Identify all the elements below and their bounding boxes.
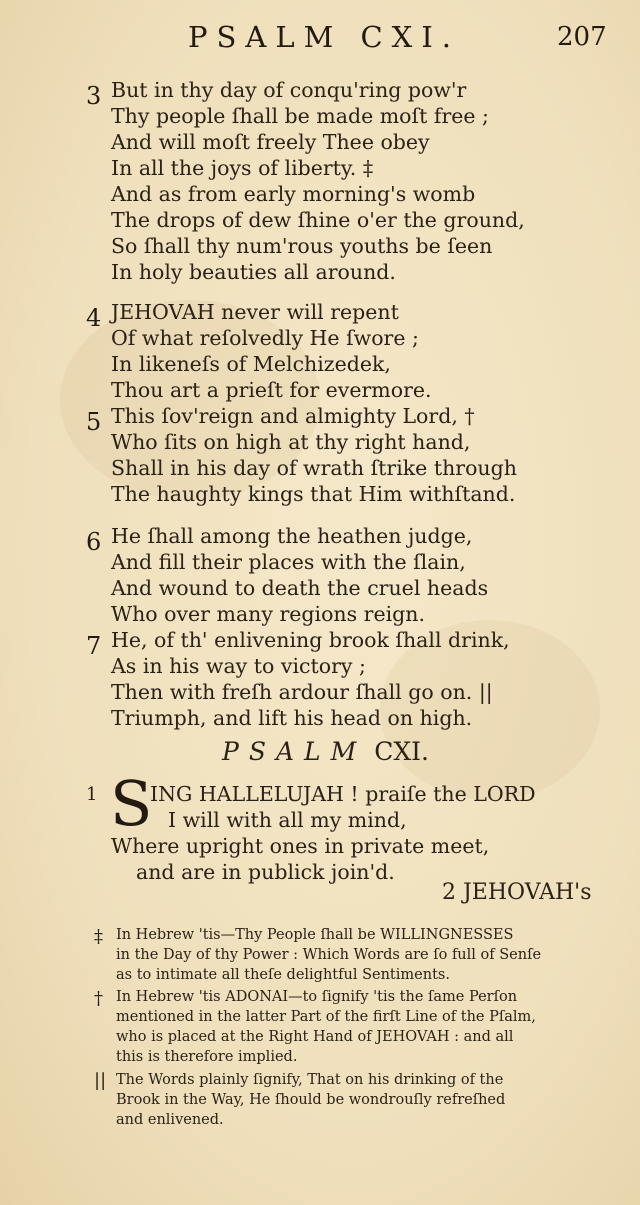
- verse-line: Shall in his day of wrath ſtrike through: [111, 456, 517, 480]
- verse-line: In all the joys of liberty. ‡: [111, 156, 374, 180]
- verse-line: Triumph, and lift his head on high.: [111, 706, 473, 730]
- verse-line: Thou art a prieſt for evermore.: [111, 378, 432, 402]
- verse-line: And will moſt freely Thee obey: [111, 130, 430, 154]
- verse-line: and are in publick join'd.: [136, 860, 395, 884]
- footnote-line: In Hebrew 'tis ADONAI—to ſignify 'tis the ſame Perſon: [116, 989, 518, 1005]
- verse-line: But in thy day of conqu'ring pow'r: [111, 78, 467, 102]
- footnote-mark: ||: [94, 1070, 107, 1091]
- footnote-line: in the Day of thy Power : Which Words are ſo full of Senſe: [116, 947, 542, 963]
- verse-line: Who ſits on high at thy right hand,: [111, 430, 471, 454]
- footnote-line: and enlivened.: [116, 1112, 224, 1128]
- stanza-number: 7: [86, 632, 102, 660]
- footnote-line: Brook in the Way, He ſhould be wondrouſly refreſhed: [116, 1092, 506, 1108]
- psalm-verse-number: 1: [86, 784, 98, 805]
- verse-line: Where upright ones in private meet,: [111, 834, 490, 858]
- psalm-heading-word: PSALM: [222, 737, 367, 766]
- running-head: [0, 18, 640, 58]
- stanza-number: 4: [86, 304, 102, 332]
- verse-line: In likeneſs of Melchizedek,: [111, 352, 391, 376]
- verse-line: I will with all my mind,: [168, 808, 407, 832]
- verse-line: Who over many regions reign.: [111, 602, 425, 626]
- stanza-number: 3: [86, 82, 102, 110]
- psalm-heading-numeral: CXI.: [374, 737, 429, 766]
- footnote-line: The Words plainly ſignify, That on his drinking of the: [116, 1072, 504, 1088]
- verse-line: And as from early morning's womb: [111, 182, 476, 206]
- footnote-line: as to intimate all theſe delightful Sentiments.: [116, 967, 450, 983]
- footnote-mark: ‡: [94, 926, 103, 947]
- footnote-line: this is therefore implied.: [116, 1049, 298, 1065]
- verse-line: And fill their places with the ſlain,: [111, 550, 466, 574]
- running-head-title: PSALM CXI.: [188, 20, 461, 54]
- verse-line: As in his way to victory ;: [111, 654, 366, 678]
- verse-line: So ſhall thy num'rous youths be ſeen: [111, 234, 493, 258]
- verse-line: In holy beauties all around.: [111, 260, 396, 284]
- footnote-line: In Hebrew 'tis—Thy People ſhall be WILLINGNESSES: [116, 927, 514, 943]
- verse-line: And wound to death the cruel heads: [111, 576, 489, 600]
- stanza-number: 6: [86, 528, 102, 556]
- verse-line: The haughty kings that Him withſtand.: [111, 482, 516, 506]
- page-number: 207: [557, 22, 607, 52]
- verse-line: Of what reſolvedly He ſwore ;: [111, 326, 419, 350]
- verse-line: The drops of dew ſhine o'er the ground,: [111, 208, 525, 232]
- psalm-heading: [222, 737, 429, 766]
- footnote-line: mentioned in the latter Part of the firſt Line of the Pſalm,: [116, 1009, 536, 1025]
- verse-line: This ſov'reign and almighty Lord, †: [111, 404, 475, 428]
- verse-line: He ſhall among the heathen judge,: [111, 524, 473, 548]
- verse-line: Thy people ſhall be made moſt free ;: [111, 104, 489, 128]
- verse-line: JEHOVAH never will repent: [111, 300, 399, 324]
- verse-line: Then with freſh ardour ſhall go on. ||: [111, 680, 493, 704]
- footnote-mark: †: [94, 988, 103, 1009]
- catchword: 2 JEHOVAH's: [442, 880, 592, 905]
- stanza-number: 5: [86, 408, 102, 436]
- footnote-line: who is placed at the Right Hand of JEHOVAH : and all: [116, 1029, 514, 1045]
- verse-line: ING HALLELUJAH ! praiſe the LORD: [150, 782, 536, 806]
- drop-cap: S: [110, 767, 153, 840]
- verse-line: He, of th' enlivening brook ſhall drink,: [111, 628, 510, 652]
